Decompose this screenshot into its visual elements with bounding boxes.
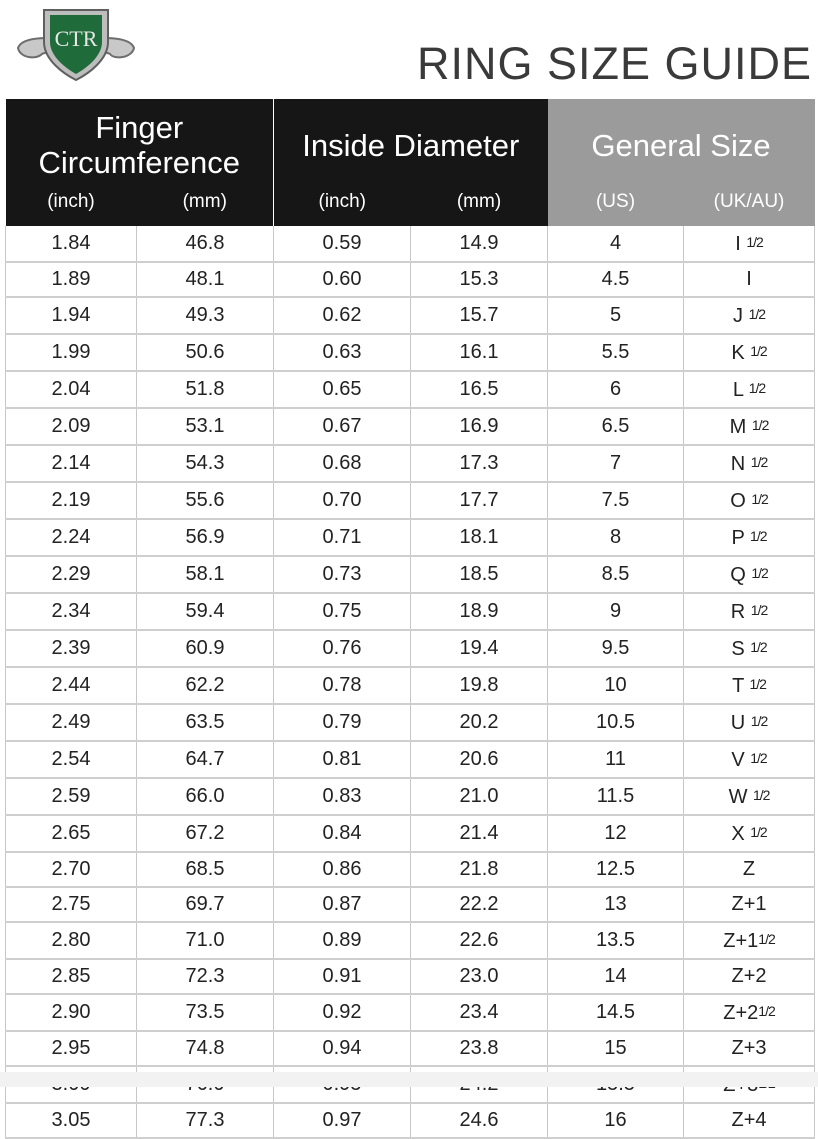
table-row (6, 815, 815, 852)
table-cell: Z+21/2 (684, 994, 815, 1031)
table-cell: 24.6 (411, 1103, 548, 1138)
table-cell: T 1/2 (684, 667, 815, 704)
table-cell: 13.5 (548, 922, 684, 959)
table-cell: 0.68 (274, 445, 411, 482)
table-cell: 21.0 (411, 778, 548, 815)
table-cell: 7 (548, 445, 684, 482)
header-inside-diameter: Inside Diameter (274, 99, 548, 184)
table-cell: 12.5 (548, 852, 684, 887)
table-cell: 2.39 (6, 630, 137, 667)
table-cell: Z+1 (684, 887, 815, 922)
unit-header: (inch) (6, 184, 137, 226)
table-cell: 5.5 (548, 334, 684, 371)
table-row (6, 519, 815, 556)
table-cell: I (684, 262, 815, 297)
table-cell: 4.5 (548, 262, 684, 297)
table-row (6, 1103, 815, 1138)
table-cell: 0.92 (274, 994, 411, 1031)
table-cell: U 1/2 (684, 704, 815, 741)
table-cell: 0.71 (274, 519, 411, 556)
table-cell: Z (684, 852, 815, 887)
table-cell: 67.2 (137, 815, 274, 852)
table-cell: 18.5 (411, 556, 548, 593)
table-cell: 2.90 (6, 994, 137, 1031)
table-cell: 0.67 (274, 408, 411, 445)
table-cell: 51.8 (137, 371, 274, 408)
table-cell: 0.73 (274, 556, 411, 593)
table-cell: 49.3 (137, 297, 274, 334)
table-cell: 15.3 (411, 262, 548, 297)
table-cell: 20.6 (411, 741, 548, 778)
group-header-row (6, 99, 815, 184)
table-cell: 1.89 (6, 262, 137, 297)
table-cell: L 1/2 (684, 371, 815, 408)
table-cell: 1.99 (6, 334, 137, 371)
table-row (6, 778, 815, 815)
table-cell: 19.4 (411, 630, 548, 667)
table-row (6, 704, 815, 741)
table-cell: 14.9 (411, 226, 548, 262)
table-cell: 2.14 (6, 445, 137, 482)
table-cell: 21.8 (411, 852, 548, 887)
table-cell: 22.2 (411, 887, 548, 922)
table-cell: M 1/2 (684, 408, 815, 445)
table-cell: 23.0 (411, 959, 548, 994)
table-cell: K 1/2 (684, 334, 815, 371)
table-cell: 50.6 (137, 334, 274, 371)
unit-header: (US) (548, 184, 684, 226)
table-cell: 16.9 (411, 408, 548, 445)
table-cell: 0.62 (274, 297, 411, 334)
table-cell: 74.8 (137, 1031, 274, 1066)
table-cell: 5 (548, 297, 684, 334)
table-cell: 13 (548, 887, 684, 922)
table-cell: 66.0 (137, 778, 274, 815)
table-cell: 17.7 (411, 482, 548, 519)
table-cell: 1.84 (6, 226, 137, 262)
table-cell: 23.4 (411, 994, 548, 1031)
table-cell: 11.5 (548, 778, 684, 815)
table-cell: 0.59 (274, 226, 411, 262)
table-cell: Z+2 (684, 959, 815, 994)
table-cell: 71.0 (137, 922, 274, 959)
table-cell: 0.84 (274, 815, 411, 852)
table-cell: 54.3 (137, 445, 274, 482)
table-row (6, 226, 815, 262)
table-cell: 10 (548, 667, 684, 704)
table-cell: 16.5 (411, 371, 548, 408)
table-row (6, 1031, 815, 1066)
table-row (6, 556, 815, 593)
table-cell: V 1/2 (684, 741, 815, 778)
table-cell: 0.81 (274, 741, 411, 778)
table-cell: N 1/2 (684, 445, 815, 482)
unit-header: (mm) (411, 184, 548, 226)
table-cell: 6 (548, 371, 684, 408)
table-cell: 0.60 (274, 262, 411, 297)
table-cell: 60.9 (137, 630, 274, 667)
table-cell: 77.3 (137, 1103, 274, 1138)
table-cell: 2.95 (6, 1031, 137, 1066)
table-cell: 55.6 (137, 482, 274, 519)
unit-header-row (6, 184, 815, 226)
table-cell: 2.09 (6, 408, 137, 445)
page-title: RING SIZE GUIDE (416, 38, 812, 89)
table-cell: 8.5 (548, 556, 684, 593)
table-cell: 2.70 (6, 852, 137, 887)
table-cell: 16.1 (411, 334, 548, 371)
table-cell: 2.75 (6, 887, 137, 922)
table-cell: W 1/2 (684, 778, 815, 815)
header-general-size: General Size (548, 99, 815, 184)
table-cell: 56.9 (137, 519, 274, 556)
table-row (6, 445, 815, 482)
table-row (6, 593, 815, 630)
table-row (6, 887, 815, 922)
table-cell: P 1/2 (684, 519, 815, 556)
table-cell: J 1/2 (684, 297, 815, 334)
table-cell: 2.04 (6, 371, 137, 408)
table-cell: 2.85 (6, 959, 137, 994)
table-cell: 0.70 (274, 482, 411, 519)
table-cell: 2.49 (6, 704, 137, 741)
table-cell: O 1/2 (684, 482, 815, 519)
unit-header: (UK/AU) (684, 184, 815, 226)
table-row (6, 630, 815, 667)
table-cell: 7.5 (548, 482, 684, 519)
table-row (6, 994, 815, 1031)
table-cell: 0.63 (274, 334, 411, 371)
table-cell: 62.2 (137, 667, 274, 704)
table-cell: Z+11/2 (684, 922, 815, 959)
table-row (6, 371, 815, 408)
table-cell: 18.9 (411, 593, 548, 630)
table-cell: 0.91 (274, 959, 411, 994)
ring-shield-icon (14, 2, 138, 82)
table-cell: 2.65 (6, 815, 137, 852)
table-cell: S 1/2 (684, 630, 815, 667)
table-cell: 2.44 (6, 667, 137, 704)
table-row (6, 922, 815, 959)
table-cell: 9 (548, 593, 684, 630)
table-cell: 22.6 (411, 922, 548, 959)
table-cell: 69.7 (137, 887, 274, 922)
table-cell: 0.89 (274, 922, 411, 959)
table-cell: 0.65 (274, 371, 411, 408)
table-cell: 15.7 (411, 297, 548, 334)
table-cell: 15 (548, 1031, 684, 1066)
table-cell: Z+3 (684, 1031, 815, 1066)
table-cell: 21.4 (411, 815, 548, 852)
table-cell: 48.1 (137, 262, 274, 297)
table-cell: 14.5 (548, 994, 684, 1031)
table-cell: 6.5 (548, 408, 684, 445)
table-cell: 59.4 (137, 593, 274, 630)
table-cell: 17.3 (411, 445, 548, 482)
table-row (6, 297, 815, 334)
table-cell: 73.5 (137, 994, 274, 1031)
table-cell: Q 1/2 (684, 556, 815, 593)
table-cell: 1.94 (6, 297, 137, 334)
table-cell: 68.5 (137, 852, 274, 887)
table-cell: X 1/2 (684, 815, 815, 852)
table-row (6, 741, 815, 778)
table-body (6, 226, 815, 1138)
table-cell: 0.87 (274, 887, 411, 922)
table-cell: 0.97 (274, 1103, 411, 1138)
table-cell: 2.34 (6, 593, 137, 630)
table-cell: 72.3 (137, 959, 274, 994)
table-row (6, 482, 815, 519)
table-cell: 0.78 (274, 667, 411, 704)
logo-text: CTR (54, 26, 98, 51)
table-cell: 12 (548, 815, 684, 852)
table-cell: 46.8 (137, 226, 274, 262)
table-cell: 0.86 (274, 852, 411, 887)
table-cell: 23.8 (411, 1031, 548, 1066)
table-row (6, 667, 815, 704)
table-cell: 16 (548, 1103, 684, 1138)
header-finger-circumference: Finger Circumference (6, 99, 274, 184)
table-cell: 63.5 (137, 704, 274, 741)
table-cell: 2.29 (6, 556, 137, 593)
table-cell: 2.19 (6, 482, 137, 519)
unit-header: (inch) (274, 184, 411, 226)
table-row (6, 959, 815, 994)
table-cell: Z+4 (684, 1103, 815, 1138)
table-cell: 18.1 (411, 519, 548, 556)
table-row (6, 334, 815, 371)
table-cell: 9.5 (548, 630, 684, 667)
table-row (6, 408, 815, 445)
table-cell: 11 (548, 741, 684, 778)
table-cell: 8 (548, 519, 684, 556)
table-cell: 2.24 (6, 519, 137, 556)
table-cell: 4 (548, 226, 684, 262)
table-cell: 58.1 (137, 556, 274, 593)
table-cell: 2.80 (6, 922, 137, 959)
table-cell: 0.83 (274, 778, 411, 815)
table-cell: 3.05 (6, 1103, 137, 1138)
table-cell: 53.1 (137, 408, 274, 445)
table-cell: 10.5 (548, 704, 684, 741)
table-cell: 20.2 (411, 704, 548, 741)
table-cell: 0.79 (274, 704, 411, 741)
table-cell: 0.75 (274, 593, 411, 630)
table-cell: 0.94 (274, 1031, 411, 1066)
table-cell: 19.8 (411, 667, 548, 704)
table-cell: 0.76 (274, 630, 411, 667)
table-row (6, 852, 815, 887)
table-cell: R 1/2 (684, 593, 815, 630)
table-cell: 64.7 (137, 741, 274, 778)
ring-size-table (5, 99, 815, 1139)
table-cell: 14 (548, 959, 684, 994)
ctr-ring-logo (14, 2, 138, 82)
table-cell: 2.59 (6, 778, 137, 815)
table-cell: 2.54 (6, 741, 137, 778)
table-row (6, 262, 815, 297)
bottom-strip (0, 1072, 818, 1087)
unit-header: (mm) (137, 184, 274, 226)
table-cell: I 1/2 (684, 226, 815, 262)
